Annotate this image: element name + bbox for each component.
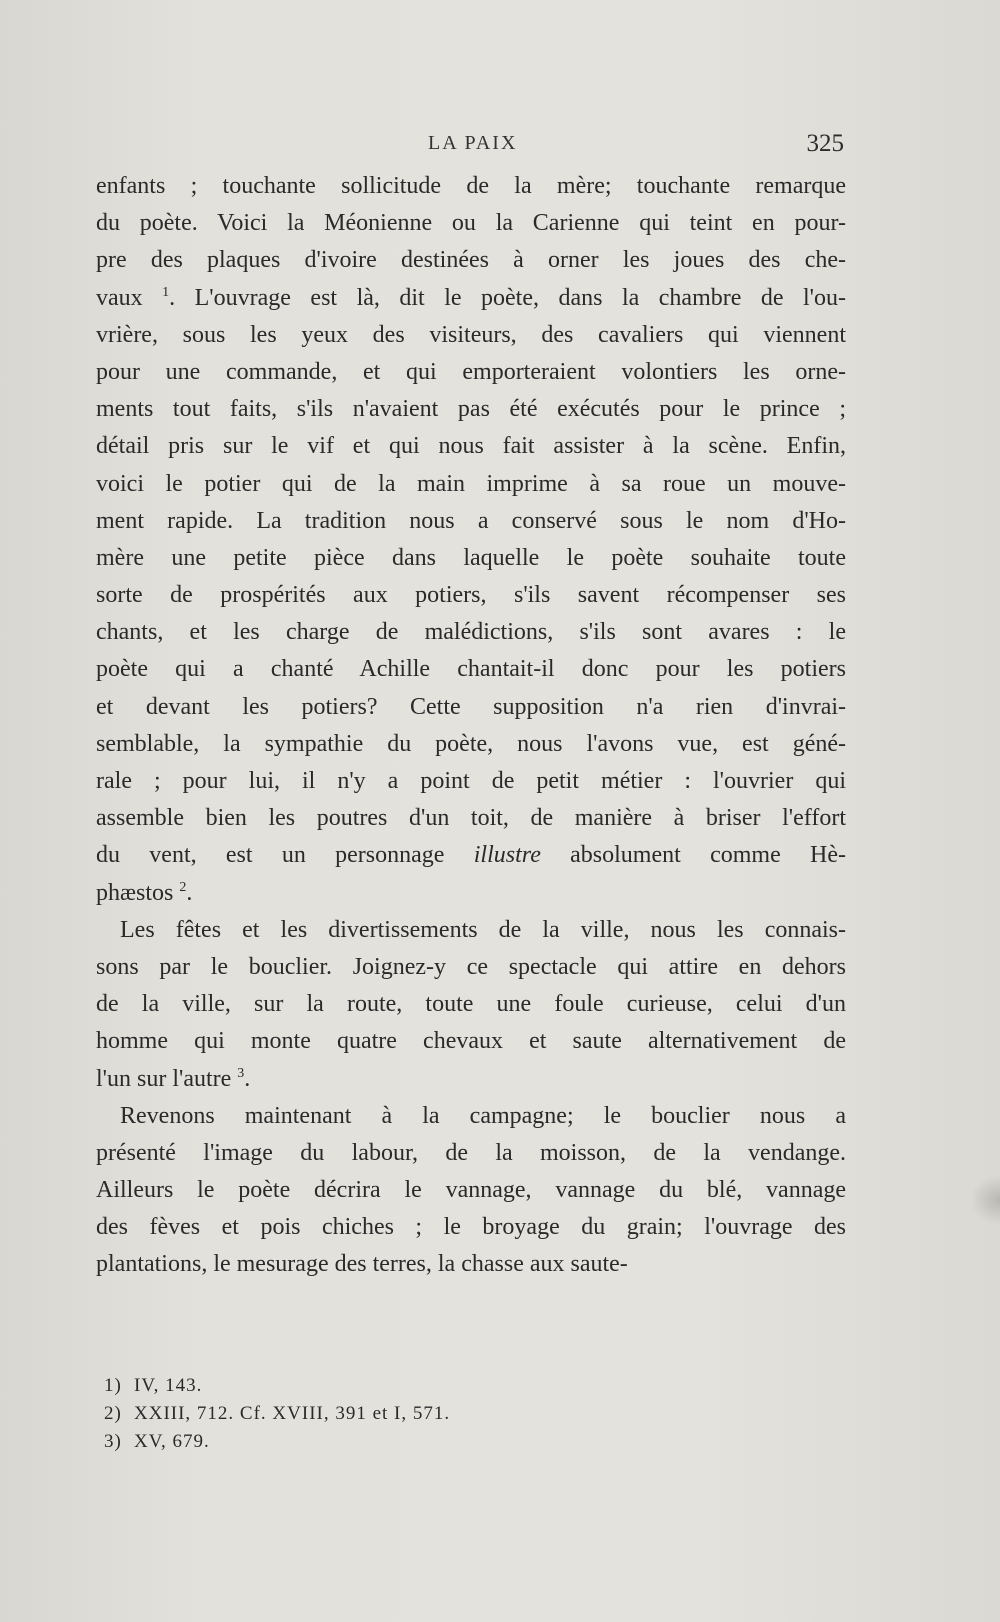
body-text (96, 168, 846, 1284)
footnote (104, 1400, 704, 1428)
footnote-marker: 2) (104, 1403, 122, 1424)
footnote-text: XV, 679. (134, 1431, 210, 1452)
text-line: semblable, la sympathie du poète, nous l'avons vue, est géné- (96, 730, 846, 757)
text-line: sorte de prospérités aux potiers, s'ils savent récompenser ses (96, 582, 846, 609)
italic-word: illustre (473, 842, 541, 869)
running-title: LA PAIX (428, 132, 518, 154)
page-number: 325 (806, 130, 844, 157)
text-line: de la ville, sur la route, toute une foule curieuse, celui d'un (96, 991, 846, 1018)
footnote-reference: 3 (237, 1065, 245, 1081)
text-line: vrière, sous les yeux des visiteurs, des cavaliers qui viennent (96, 321, 846, 348)
text-line: Revenons maintenant à la campagne; le bouclier nous a (120, 1102, 846, 1129)
footnote-marker: 1) (104, 1375, 122, 1396)
text-line: Ailleurs le poète décrira le vannage, vannage du blé, vannage (96, 1177, 846, 1204)
text-line: détail pris sur le vif et qui nous fait assister à la scène. Enfin, (96, 433, 846, 460)
text-line: phæstos $^2$. (96, 879, 193, 906)
text-line: voici le potier qui de la main imprime à sa roue un mouve- (96, 470, 846, 497)
text-line: vaux $^1$. L'ouvrage est là, dit le poète, dans la chambre de l'ou- (96, 284, 846, 311)
footnote (104, 1372, 704, 1400)
text-line: chants, et les charge de malédictions, s'ils sont avares : le (96, 619, 846, 646)
page-edge-shadow (970, 1175, 1000, 1225)
footnotes (104, 1372, 704, 1456)
footnote (104, 1428, 704, 1456)
text-line: homme qui monte quatre chevaux et saute alternativement de (96, 1028, 846, 1055)
text-line: ments tout faits, s'ils n'avaient pas été exécutés pour le prince ; (96, 396, 846, 423)
paragraph (96, 1098, 846, 1284)
paragraph (96, 168, 846, 912)
paragraph (96, 912, 846, 1098)
text-line: sons par le bouclier. Joignez-y ce spectacle qui attire en dehors (96, 953, 846, 980)
text-line: pour une commande, et qui emporteraient volontiers les orne- (96, 358, 846, 385)
text-line: l'un sur l'autre $^3$. (96, 1065, 251, 1092)
footnote-reference: 1 (162, 284, 170, 300)
text-line: mère une petite pièce dans laquelle le poète souhaite toute (96, 544, 846, 571)
text-line: et devant les potiers? Cette supposition n'a rien d'invrai- (96, 693, 846, 720)
text-line: poète qui a chanté Achille chantait-il donc pour les potiers (96, 656, 846, 683)
footnote-reference: 2 (179, 879, 187, 895)
footnote-text: XXIII, 712. Cf. XVIII, 391 et I, 571. (134, 1403, 451, 1424)
text-line: du poète. Voici la Méonienne ou la Carienne qui teint en pour- (96, 210, 846, 237)
text-line: des fèves et pois chiches ; le broyage du grain; l'ouvrage des (96, 1214, 846, 1241)
text-line: du vent, est un personnage illustre absolument comme Hè- (96, 842, 846, 869)
text-line: rale ; pour lui, il n'y a point de petit métier : l'ouvrier qui (96, 768, 846, 794)
text-line: plantations, le mesurage des terres, la chasse aux saute- (96, 1251, 628, 1278)
footnote-marker: 3) (104, 1431, 122, 1452)
text-line: assemble bien les poutres d'un toit, de manière à briser l'effort (96, 805, 846, 832)
text-line: Les fêtes et les divertissements de la ville, nous les connais- (120, 916, 846, 943)
text-line: enfants ; touchante sollicitude de la mère; touchante remarque (96, 173, 846, 199)
text-line: présenté l'image du labour, de la moisson, de la vendange. (96, 1139, 846, 1166)
text-line: ment rapide. La tradition nous a conservé sous le nom d'Ho- (96, 507, 846, 534)
page-header (98, 130, 844, 160)
footnote-text: IV, 143. (134, 1375, 203, 1396)
text-line: pre des plaques d'ivoire destinées à orner les joues des che- (96, 247, 846, 274)
